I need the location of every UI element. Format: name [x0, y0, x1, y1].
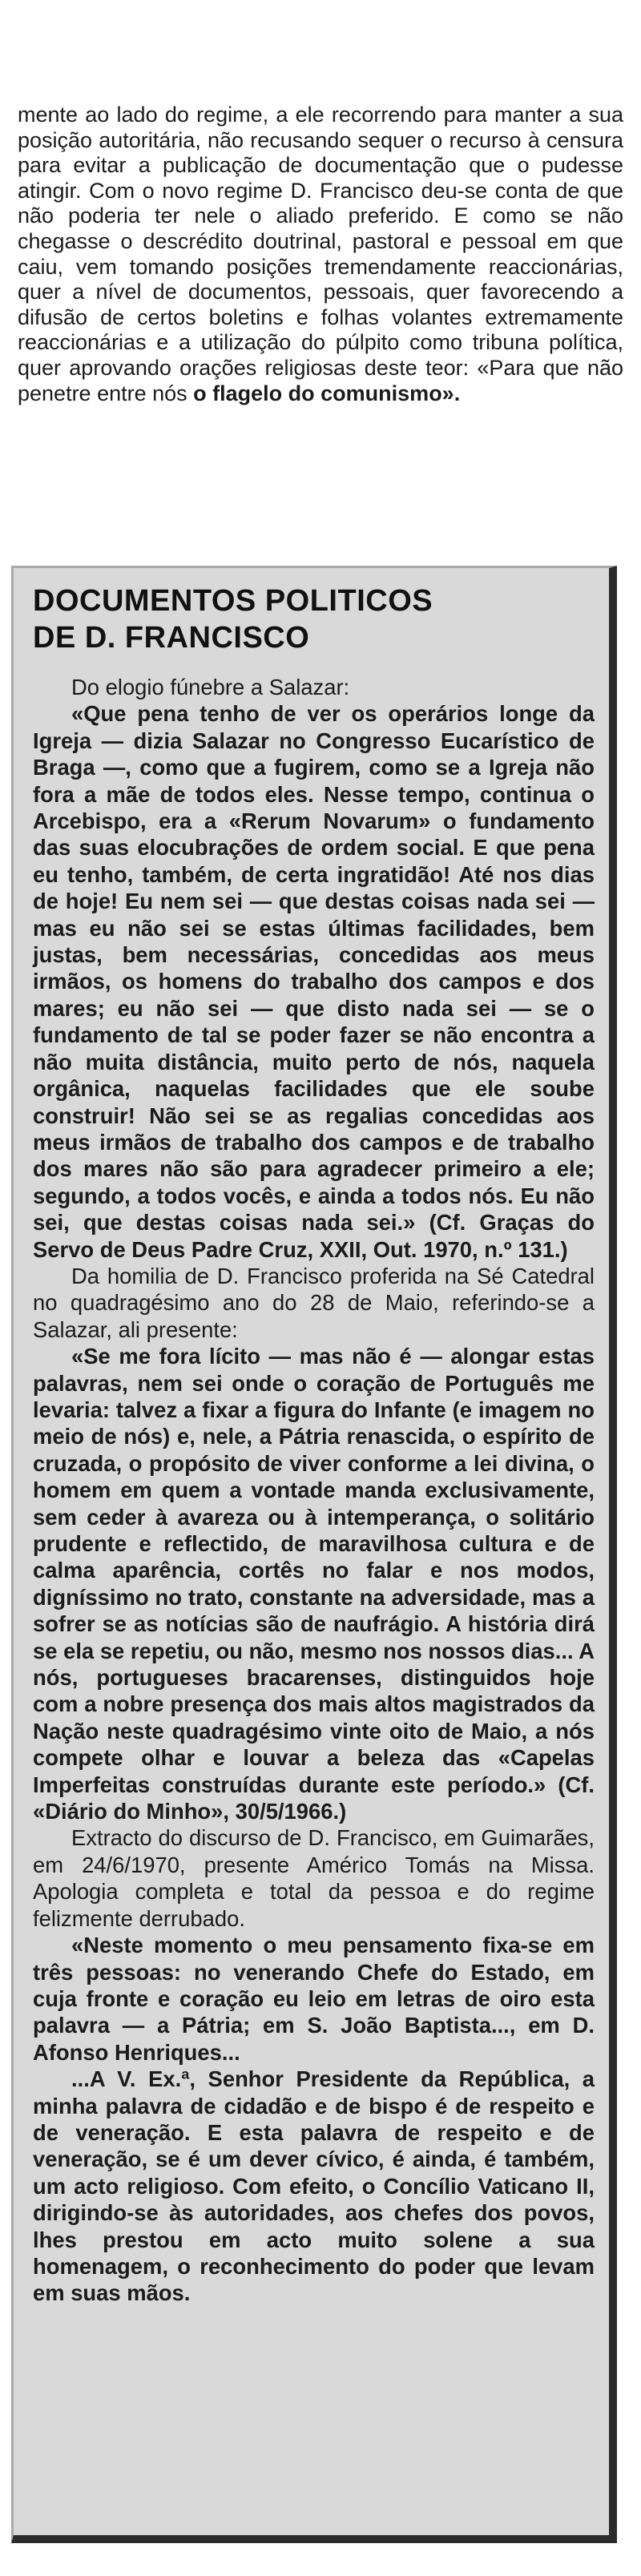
political-documents-box: [11, 566, 617, 2543]
guimaraes-speech-quote-2: ...A V. Ex.ª, Senhor Presidente da República, a minha palavra de cidadão e de bispo é de respeito e de veneração. E esta palavra de respeito e de veneração, se é um dever cívico, é ainda, é também, um acto religioso. Com efeito, o Concílio Vaticano II, dirigindo-se às autoridades, aos chefes dos povos, lhes prestou em acto muito solene a sua homenagem, o reconhecimento do poder que levam em suas mãos.: [33, 2066, 595, 2306]
guimaraes-speech-intro: Extracto do discurso de D. Francisco, em Guimarães, em 24/6/1970, presente Américo Tomás na Missa. Apologia completa e total da pessoa e do regime felizmente derrubado.: [33, 1825, 595, 1931]
intro-body: mente ao lado do regime, a ele recorrendo para manter a sua posição autoritária, não recusando sequer o recurso à censura para evitar a publicação de documentação que o pudesse atingir. Com o novo regime D. Francisco deu-se conta de que não poderia ter nele o aliado preferido. E como se não chegasse o descrédito doutrinal, pastoral e pessoal em que caiu, vem tomando posições tremendamente reaccionárias, quer a nível de documentos, pessoais, quer favorecendo a difusão de certos boletins e folhas volantes extremamente reaccionárias e a utilização do púlpito como tribuna política, quer aprovando orações religiosas deste teor: «Para que não penetre entre nós: [18, 103, 623, 405]
intro-text-block: [18, 103, 623, 406]
homily-quote: «Se me fora lícito — mas não é — alongar estas palavras, nem sei onde o coração de Português me levaria: talvez a fixar a figura do Infante (e imagem no meio de nós) e, nele, a Pátria renascida, o espírito de cruzada, o propósito de viver conforme a lei divina, o homem em quem a vontade manda exclusivamente, sem ceder à avareza ou à intemperança, o solitário prudente e reflectido, de maravilhosa cultura e de calma aparência, cortês no falar e nos modos, digníssimo no trato, constante na adversidade, mas a sofrer se as notícias são de naufrágio. A história dirá se ela se repetiu, ou não, mesmo nos nossos dias... A nós, portugueses bracarenses, distinguidos hoje com a nobre presença dos mais altos magistrados da Nação neste quadragésimo vinte oito de Maio, a nós compete olhar e louvar a beleza das «Capelas Imperfeitas construídas durante este período.» (Cf. «Diário do Minho», 30/5/1966.): [33, 1344, 595, 1824]
homily-intro: Da homilia de D. Francisco proferida na Sé Catedral no quadragésimo ano do 28 de Maio, referindo-se a Salazar, ali presente:: [33, 1263, 595, 1342]
box-title-line-1: DOCUMENTOS POLITICOS: [33, 584, 433, 618]
intro-bold-ending: o flagelo do comunismo».: [193, 381, 461, 405]
guimaraes-speech-quote-1: «Neste momento o meu pensamento fixa-se em três pessoas: no venerando Chefe do Estado, em cuja fronte e coração eu leio em letras de oiro esta palavra — a Pátria; em S. João Baptista..., em D. Afonso Henriques...: [33, 1933, 595, 2065]
box-title: [33, 583, 595, 656]
funeral-eulogy-intro: Do elogio fúnebre a Salazar:: [71, 675, 350, 699]
funeral-eulogy-quote: «Que pena tenho de ver os operários longe da Igreja — dizia Salazar no Congresso Eucarístico de Braga —, como que a fugirem, como se a Igreja não fora a mãe de todos eles. Nesse tempo, continua o Arcebispo, era a «Rerum Novarum» o fundamento das suas elocubrações de ordem social. E que pena eu tenho, também, de certa ingratidão! Até nos dias de hoje! Eu nem sei — que destas coisas nada sei — mas eu não sei se estas últimas facilidades, bem justas, bem necessárias, concedidas aos meus irmãos, os homens do trabalho dos campos e dos mares; eu não sei — que disto nada sei — se o fundamento de tal se poder fazer se não encontra a não muita distância, muito perto de nós, naquela orgânica, naquelas facilidades que ele soube construir! Não sei se as regalias concedidas aos meus irmãos de trabalho dos campos e de trabalho dos mares não são para agradecer primeiro a ele; segundo, a todos vocês, e ainda a todos nós. Eu não sei, que destas coisas nada sei.» (Cf. Graças do Servo de Deus Padre Cruz, XXII, Out. 1970, n.º 131.): [33, 701, 595, 1262]
box-body: [33, 674, 595, 2307]
box-title-line-2: DE D. FRANCISCO: [33, 621, 310, 655]
intro-paragraph: [18, 103, 623, 406]
